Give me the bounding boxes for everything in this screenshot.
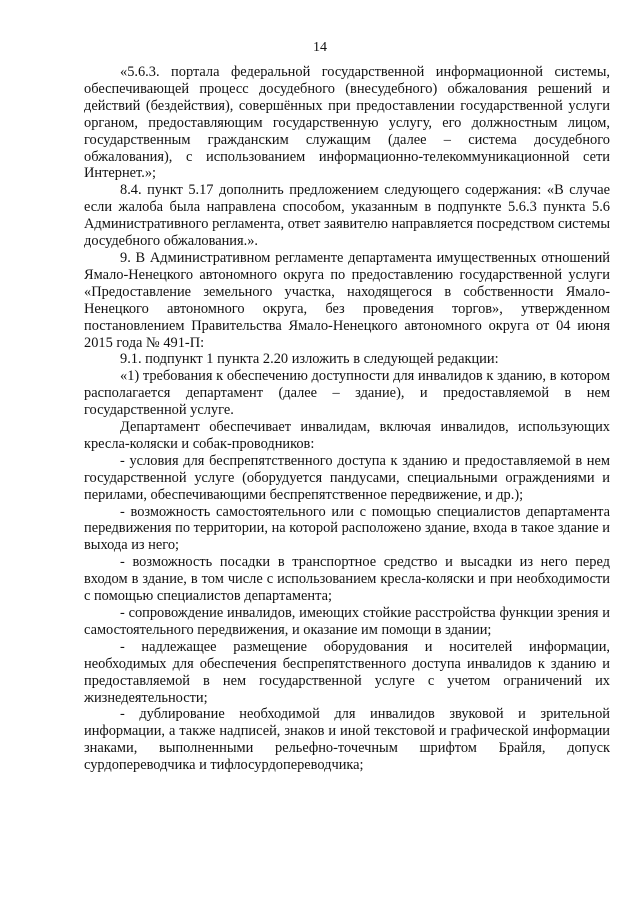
list-item: - возможность посадки в транспортное средство и высадки из него перед входом в здание, в том числе с использованием кресла-коляски и при необходимости с помощью специалистов департамента;: [84, 554, 610, 605]
list-item: - условия для беспрепятственного доступа к зданию и предоставляемой в нем государственной услуге (оборудуется пандусами, специальными ограждениями и перилами, обеспечивающими беспрепятственное передвижение, и др.);: [84, 452, 610, 503]
paragraph-5-6-3: «5.6.3. портала федеральной государственной информационной системы, обеспечивающей процесс досудебного (внесудебного) обжалования решений и действий (бездействия), совершённых при предоставлении государственной услуги органом, предоставляющим государственную услугу, его должностным лицом, государственным гражданским служащим (далее – система досудебного обжалования), с использованием информационно-телекоммуникационной сети Интернет.»;: [84, 64, 610, 182]
paragraph-8-4: 8.4. пункт 5.17 дополнить предложением следующего содержания: «В случае если жалоба была направлена способом, указанным в подпункте 5.6.3 пункта 5.6 Административного регламента, ответ заявителю направляется посредством системы досудебного обжалования.».: [84, 182, 610, 250]
paragraph-9: 9. В Административном регламенте департамента имущественных отношений Ямало-Ненецкого автономного округа по предоставлению государственной услуги «Предоставление земельного участка, находящегося в собственности Ямало-Ненецкого автономного округа, без проведения торгов», утвержденном постановлением Правительства Ямало-Ненецкого автономного округа от 04 июня 2015 года № 491-П:: [84, 249, 610, 351]
paragraph-department-provides: Департамент обеспечивает инвалидам, включая инвалидов, использующих кресла-коляски и собак-проводников:: [84, 419, 610, 452]
document-body: [84, 64, 610, 774]
paragraph-requirement-1: «1) требования к обеспечению доступности для инвалидов к зданию, в котором располагается департамент (далее – здание), и предоставляемой в нем государственной услуге.: [84, 368, 610, 419]
paragraph-9-1: 9.1. подпункт 1 пункта 2.20 изложить в следующей редакции:: [120, 351, 499, 368]
list-item: - возможность самостоятельного или с помощью специалистов департамента передвижения по территории, на которой расположено здание, входа в такое здание и выхода из него;: [84, 503, 610, 554]
list-item: - сопровождение инвалидов, имеющих стойкие расстройства функции зрения и самостоятельного передвижения, и оказание им помощи в здании;: [84, 605, 610, 638]
list-item: - дублирование необходимой для инвалидов звуковой и зрительной информации, а также надписей, знаков и иной текстовой и графической информации знаками, выполненными рельефно-точечным шрифтом Брайля, допуск сурдопереводчика и тифлосурдопереводчика;: [84, 706, 610, 774]
list-item: - надлежащее размещение оборудования и носителей информации, необходимых для обеспечения беспрепятственного доступа инвалидов к зданию и предоставляемой в нем государственной услуге с учетом ограничений их жизнедеятельности;: [84, 638, 610, 706]
page-number: 14: [313, 40, 327, 55]
